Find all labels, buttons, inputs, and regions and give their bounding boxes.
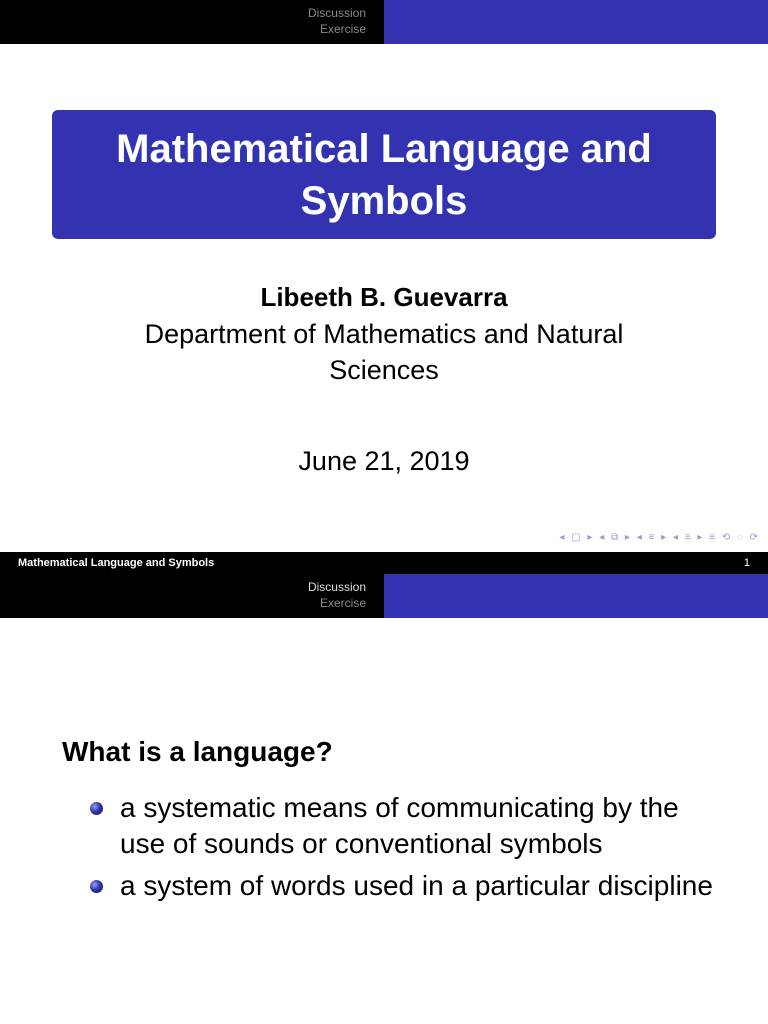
bullet-icon (90, 880, 103, 893)
nav-discussion[interactable]: Discussion (307, 6, 366, 20)
nav-discussion-active[interactable]: Discussion (307, 580, 366, 594)
institute-line2: Sciences (329, 355, 439, 385)
nav-exercise-2[interactable]: Exercise (319, 596, 366, 610)
list-item (90, 790, 730, 862)
header-blue-panel-2 (384, 574, 768, 618)
slide-title: Mathematical Language and Symbols (116, 126, 652, 223)
list-item-text: a systematic means of communicating by the use of sounds or conventional symbols (120, 792, 679, 859)
list-item (90, 868, 730, 904)
definition-list (90, 790, 730, 910)
author-name: Libeeth B. Guevarra (260, 282, 508, 312)
footer-bar (0, 552, 768, 574)
header-blue-panel (384, 0, 768, 44)
footer-title: Mathematical Language and Symbols (18, 557, 215, 569)
header-nav-2 (0, 574, 384, 618)
institute (0, 316, 768, 388)
header-nav (0, 0, 384, 44)
slide1-header-bar (0, 0, 768, 44)
nav-exercise[interactable]: Exercise (319, 22, 366, 36)
bullet-icon (90, 802, 103, 815)
institute-line1: Department of Mathematics and Natural (144, 319, 624, 349)
presentation-date: June 21, 2019 (298, 446, 470, 476)
slide2-heading: What is a language? (62, 736, 333, 767)
list-item-text: a system of words used in a particular discipline (120, 870, 713, 901)
title-box (52, 110, 716, 239)
beamer-navigation-icons[interactable]: ◂ ▢ ▸ ◂ ⧉ ▸ ◂ ≡ ▸ ◂ ≡ ▸ ≡ ⟲ ◌ ⟳ (559, 532, 760, 543)
slide2-header-bar (0, 574, 768, 618)
footer-page-number: 1 (743, 557, 750, 569)
